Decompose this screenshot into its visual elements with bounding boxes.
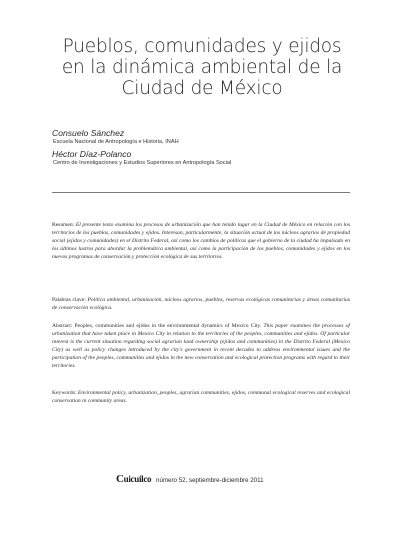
author-name: Héctor Díaz-Polanco (52, 149, 132, 159)
journal-footer (116, 474, 296, 486)
resumen-text: El presente texto examina los procesos de urbanización que han tenido lugar en la Ciudad de México en relación con los territorios de los pueblos, comunidades y ejidos. Interesan, particularmente, la situación actual de los núcleos agrarios de propiedad social (ejidos y comunidades) en el Distrito Federal, así como los cambios de políticas que el gobierno de la ciudad ha impulsado en los últimos lustros para abordar la problemática ambiental, así como la participación de los pueblos, comunidades y ejidos en los nuevos programas de conservación y protección ecológica de sus territorios. (52, 222, 350, 260)
abstract-block (52, 323, 350, 370)
keywords-block (52, 390, 350, 406)
journal-logo: Cuicuilco (116, 473, 152, 485)
issue-info: número 52, septiembre-diciembre 2011 (156, 477, 264, 484)
author-affiliation: Escuela Nacional de Antropología e Historia, INAH (53, 139, 179, 145)
author-2 (52, 149, 372, 167)
section-divider (52, 192, 350, 193)
author-name: Consuelo Sánchez (52, 128, 125, 138)
abstract-lead: Peoples, communities and ejidos in the environmental dynamics of Mexico City. (74, 323, 264, 329)
author-affiliation: Centro de Investigaciones y Estudios Superiores en Antropología Social (53, 160, 232, 166)
palabras-clave-label: Palabras clave: (52, 297, 88, 303)
resumen-block (52, 222, 350, 262)
authors-block (52, 128, 372, 170)
keywords-label: Keywords: (52, 390, 78, 396)
palabras-clave-block (52, 297, 350, 313)
author-1 (52, 128, 372, 146)
keywords-text: Environmental policy, urbanization, peoples, agrarian communities, ejidos, communal ecological reserves and ecological conservation in community areas. (52, 390, 350, 404)
abstract-text: This paper examines the processes of urbanization that have taken place in Mexico City in relation to the territories of the peoples, communities and ejidos. Of particular interest is the current situation regarding social agrarian land ownership (ejidos and communities) in the Distrito Federal (Mexico City) as well as policy changes introduced by the city's government in recent decades to address environmental issues and the participation of the peoples, communities and ejidos in the new conservation and ecological protection programs with regard to their territories. (52, 323, 350, 369)
abstract-label: Abstract: (52, 323, 75, 329)
palabras-clave-text: Política ambiental, urbanización, núcleos agrarios, pueblos, reservas ecológicas comunitarias y áreas comunitarias de conservación ecológica. (52, 297, 350, 311)
article-title: Pueblos, comunidades y ejidos en la dinámica ambiental de la Ciudad de México (61, 36, 343, 99)
resumen-label: Resumen: (52, 222, 76, 228)
